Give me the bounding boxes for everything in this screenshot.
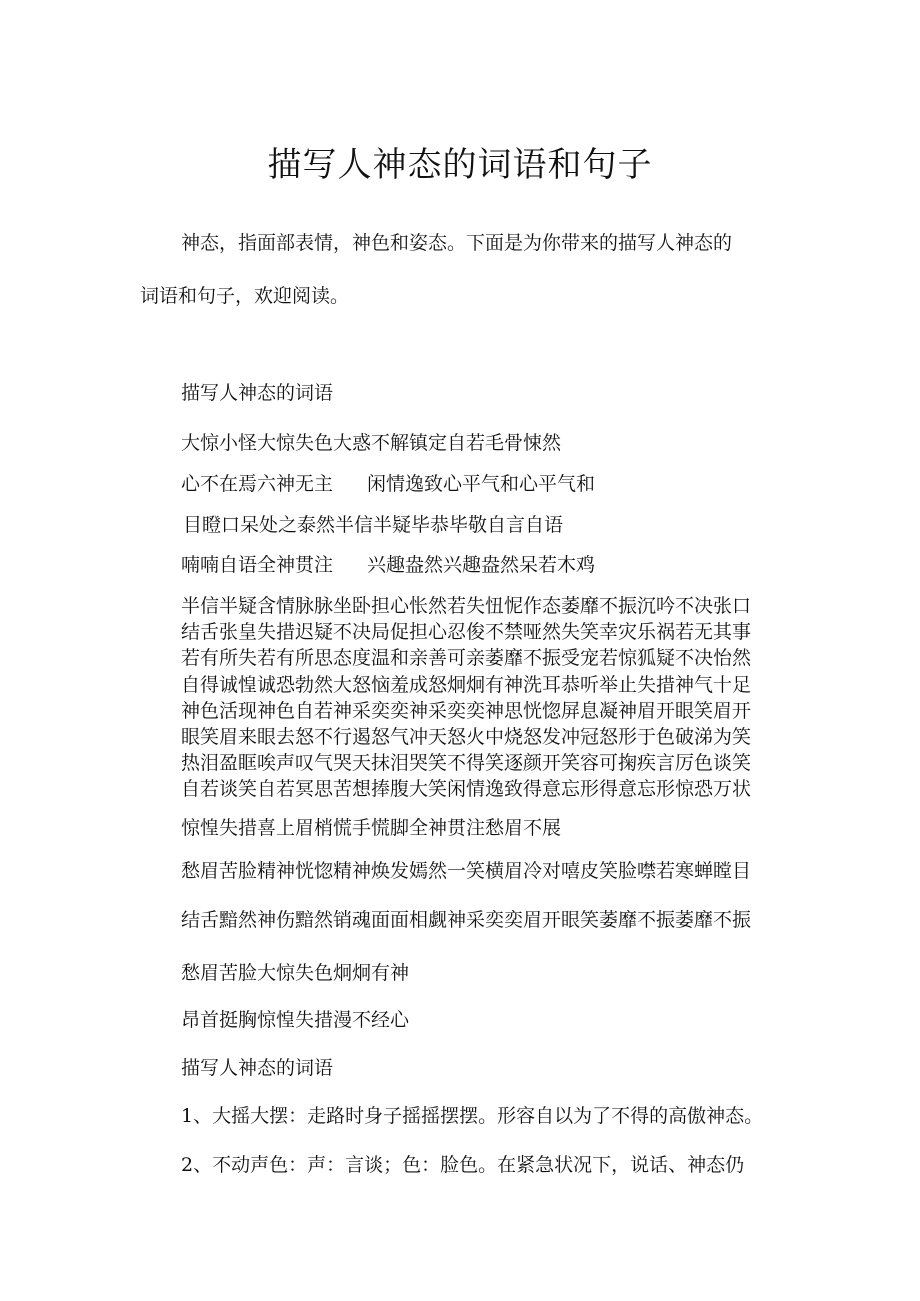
dense-line-2: 结舌张皇失措迟疑不决局促担心忍俊不禁哑然失笑幸灾乐祸若无其事 <box>181 621 752 644</box>
word-row-4-right: 兴趣盎然兴趣盎然呆若木鸡 <box>367 554 596 576</box>
dense-line-3: 若有所失若有所思态度温和亲善可亲萎靡不振受宠若惊狐疑不决怡然 <box>181 647 752 670</box>
word-paragraph-1: 惊惶失措喜上眉梢慌手慌脚全神贯注愁眉不展 <box>181 817 562 839</box>
word-row-4-left: 喃喃自语全神贯注 <box>181 554 334 576</box>
word-paragraph-2: 愁眉苦脸精神恍惚精神焕发嫣然一笑横眉冷对嘻皮笑脸噤若寒蝉瞠目 <box>181 860 752 882</box>
numbered-item-2: 2、不动声色：声：言谈；色：脸色。在紧急状况下，说话、神态仍 <box>181 1154 745 1176</box>
section-heading-words: 描写人神态的词语 <box>181 382 334 404</box>
word-row-1: 大惊小怪大惊失色大惑不解镇定自若毛骨悚然 <box>181 432 562 454</box>
word-row-3: 目瞪口呆处之泰然半信半疑毕恭毕敬自言自语 <box>183 514 564 536</box>
section-heading-words-2: 描写人神态的词语 <box>181 1057 334 1079</box>
document-title: 描写人神态的词语和句子 <box>267 145 653 185</box>
dense-line-7: 热泪盈眶唉声叹气哭天抹泪哭笑不得笑逐颜开笑容可掬疾言厉色谈笑 <box>181 752 752 775</box>
intro-line-2: 词语和句子，欢迎阅读。 <box>140 285 350 307</box>
word-paragraph-5: 昂首挺胸惊惶失措漫不经心 <box>181 1009 410 1031</box>
word-paragraph-3: 结舌黯然神伤黯然销魂面面相觑神采奕奕眉开眼笑萎靡不振萎靡不振 <box>181 909 752 931</box>
dense-word-block <box>181 593 781 803</box>
dense-line-5: 神色活现神色自若神采奕奕神采奕奕神思恍惚屏息凝神眉开眼笑眉开 <box>181 699 752 722</box>
dense-line-4: 自得诚惶诚恐勃然大怒恼羞成怒炯炯有神洗耳恭听举止失措神气十足 <box>181 673 752 696</box>
intro-line-1: 神态，指面部表情，神色和姿态。下面是为你带来的描写人神态的 <box>181 232 733 254</box>
dense-line-8: 自若谈笑自若冥思苦想捧腹大笑闲情逸致得意忘形得意忘形惊恐万状 <box>181 778 752 801</box>
word-row-4 <box>181 552 595 578</box>
numbered-item-1: 1、大摇大摆：走路时身子摇摇摆摆。形容自以为了不得的高傲神态。 <box>181 1105 764 1127</box>
dense-line-1: 半信半疑含情脉脉坐卧担心怅然若失忸怩作态萎靡不振沉吟不决张口 <box>181 595 752 617</box>
word-row-2-right: 闲情逸致心平气和心平气和 <box>367 473 596 495</box>
word-row-2-left: 心不在焉六神无主 <box>181 473 334 495</box>
dense-line-6: 眼笑眉来眼去怒不行遏怒气冲天怒火中烧怒发冲冠怒形于色破涕为笑 <box>181 725 752 748</box>
word-paragraph-4: 愁眉苦脸大惊失色炯炯有神 <box>181 962 410 984</box>
word-row-2 <box>181 471 595 497</box>
